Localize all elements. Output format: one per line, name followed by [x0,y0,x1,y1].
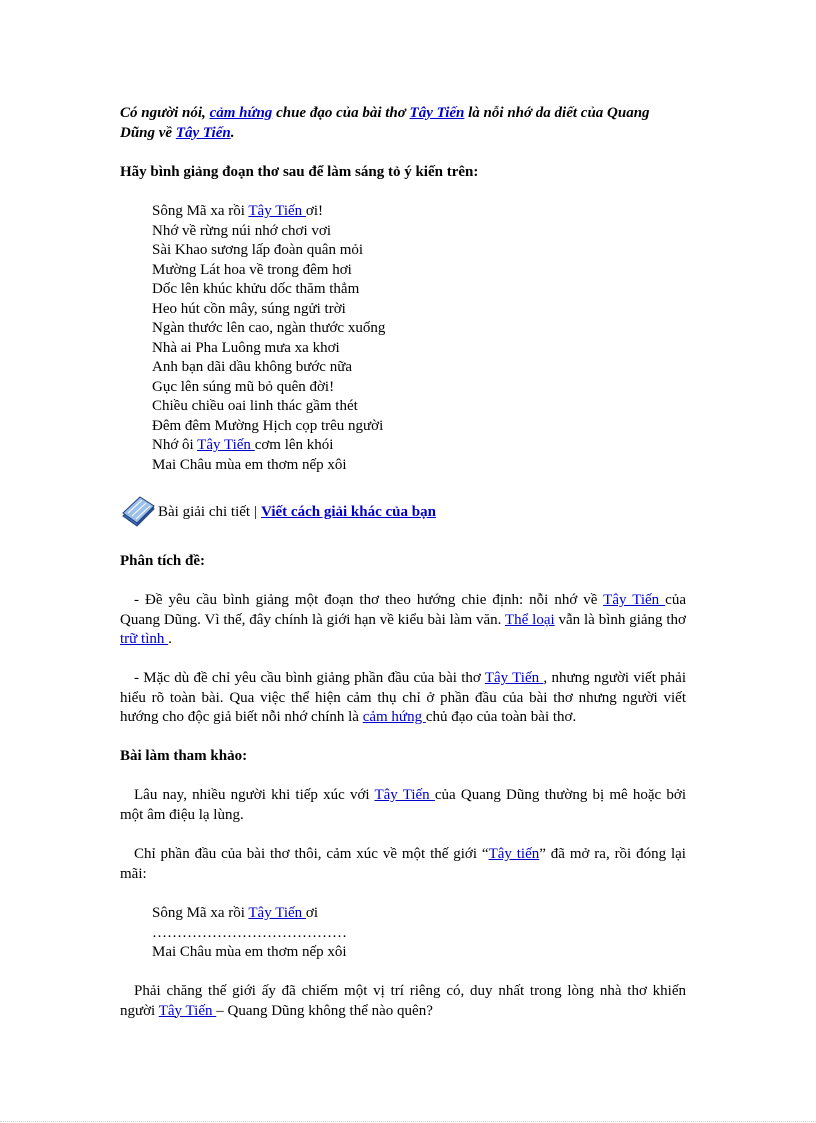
poem-line: Mai Châu mùa em thơm nếp xôi [152,456,347,473]
link-tay-tien[interactable]: Tây Tiến [248,203,306,219]
page-bottom-rule [0,1121,816,1122]
intro-text: là nỗi nhớ da diết của Quang Dũng về [120,105,650,141]
intro-paragraph [120,104,686,143]
intro-text: chue đạo của bài thơ [272,105,410,121]
essay-paragraph: Lâu nay, nhiều người khi tiếp xúc với Tây Tiến của Quang Dũng thường bị mê hoặc bởi một âm điệu lạ lùng. [120,787,686,823]
task-prompt: Hãy bình giảng đoạn thơ sau để làm sáng tỏ ý kiến trên: [120,164,479,180]
separator: | [254,503,258,520]
poem-line: Sài Khao sương lấp đoàn quân mỏi [152,242,364,258]
poem-line: Chiều chiều oai linh thác gầm thét [152,398,358,414]
poem-line: Nhà ai Pha Luông mưa xa khơi [152,339,340,356]
intro-text: . [230,124,235,141]
analysis-paragraph: - Đề yêu cầu bình giảng một đoạn thơ theo hướng chie định: nỗi nhớ về Tây Tiến của Quang Dũng. Vì thế, đây chính là giới hạn về kiểu bài làm văn. Thể loại vẫn là bình giảng thơ trữ tình . [120,592,686,647]
link-tay-tien[interactable]: Tây Tiến [484,670,544,686]
link-cam-hung[interactable]: cảm hứng [362,709,426,725]
poem-line: Heo hút cồn mây, súng ngửi trời [152,300,346,317]
poem-line: Gục lên súng mũ bỏ quên đời! [152,378,335,395]
solution-bar [120,494,436,530]
poem-line: Mường Lát hoa về trong đêm hơi [152,261,352,278]
link-tru-tinh[interactable]: trữ tình [120,631,169,647]
essay-paragraph: Phải chăng thế giới ấy đã chiếm một vị trí riêng có, duy nhất trong lòng nhà thơ khiến người Tây Tiến – Quang Dũng không thể nào quên? [120,983,686,1019]
alt-solution-link[interactable]: Viết cách giải khác của bạn [261,503,436,520]
link-tay-tien[interactable]: Tây Tiến [197,437,255,453]
poem-line: Nhớ về rừng núi nhớ chơi vơi [152,222,332,239]
poem-line: Mai Châu mùa em thơm nếp xôi [152,944,347,960]
analysis-paragraph: - Mặc dù đề chỉ yêu cầu bình giảng phần đầu của bài thơ Tây Tiến , nhưng người viết phải hiểu rõ toàn bài. Qua việc thể hiện cảm thụ chỉ ở phần đầu của bài thơ nhưng người viết hướng cho độc giả biết nỗi nhớ chính là cảm hứng chủ đạo của toàn bài thơ. [120,670,686,725]
poem-line: Nhớ ôi Tây Tiến cơm lên khói [152,437,334,453]
poem-line: Sông Mã xa rồi Tây Tiến ơi [152,905,319,921]
poem-line: Sông Mã xa rồi Tây Tiến ơi! [152,203,324,219]
essay-paragraph: Chỉ phần đầu của bài thơ thôi, cảm xúc về một thế giới “Tây tiến” đã mở ra, rồi đóng lại mãi: [120,846,686,882]
poem-line: Ngàn thước lên cao, ngàn thước xuống [152,320,386,336]
link-tay-tien[interactable]: Tây Tiến [374,787,435,803]
analysis-heading: Phân tích đề: [120,553,206,569]
poem-quote [152,904,347,963]
poem-line: Dốc lên khúc khửu dốc thăm thẳm [152,281,360,297]
solution-label: Bài giải chi tiết [158,503,251,520]
link-tay-tien[interactable]: Tây tiến [488,846,540,862]
book-icon [120,494,156,530]
link-tay-tien[interactable]: Tây Tiến [409,105,465,121]
link-the-loai[interactable]: Thể loại [504,611,555,628]
poem-ellipsis: ………………………………… [152,924,347,941]
poem-block [152,202,385,475]
link-tay-tien[interactable]: Tây Tiến [175,124,231,141]
reference-heading: Bài làm tham khảo: [120,748,248,764]
poem-line: Anh bạn dãi dầu không bước nữa [152,359,352,375]
intro-text: Có người nói, [120,105,210,121]
poem-line: Đêm đêm Mường Hịch cọp trêu người [152,417,384,434]
link-tay-tien[interactable]: Tây Tiến [603,592,666,608]
link-tay-tien[interactable]: Tây Tiến [158,1002,217,1019]
link-tay-tien[interactable]: Tây Tiến [248,905,306,921]
link-cam-hung[interactable]: cảm hứng [209,105,273,121]
